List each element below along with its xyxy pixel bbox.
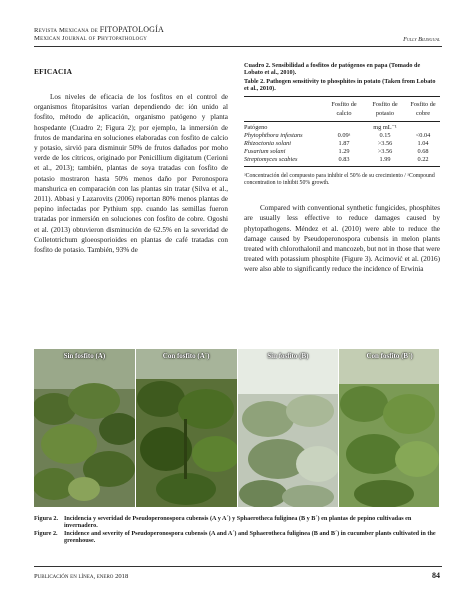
table-header (244, 97, 440, 122)
figure-caption-es-text: Incidencia y severidad de Pseudoperonospora cubensis (A y A´) y Sphaerotheca fuliginea (B y B´) en plantas de pepino cultivadas en invernadero. (64, 515, 412, 530)
value-cobre: 1.04 (417, 140, 429, 148)
page-number: 84 (432, 571, 440, 580)
photo-panel-a-prime (136, 349, 238, 507)
table-row (244, 140, 440, 148)
table-row (244, 132, 440, 140)
left-column (34, 62, 228, 255)
photo-panel-b-prime (339, 349, 440, 507)
photo-panel-b (238, 349, 340, 507)
unit-label: mg mL⁻¹ (373, 124, 397, 132)
pathogen-name: Phytophthora infestans (244, 132, 303, 140)
journal-title-english: Mexican Journal of Phytopathology (34, 35, 148, 42)
table-row (244, 148, 440, 156)
figure-caption-es-key: Figura 2. (34, 515, 59, 522)
figure-caption-es (34, 515, 440, 530)
table-caption-es: Cuadro 2. Sensibilidad a fosfitos de patógenos en papa (Tomado de Lobato et al., 2010). (244, 62, 421, 77)
footer-divider (34, 566, 442, 567)
table-footnote: ᵃConcentración del compuesto para inhibir el 50% de su crecimiento / ᵃCompound concentration to inhibit 50% growth. (244, 173, 435, 187)
value-cobre: 0.68 (417, 148, 429, 156)
value-calcio: 1.87 (338, 140, 350, 148)
figure-caption-en-key: Figure 2. (34, 529, 58, 537)
pathogen-label: Patógeno (244, 124, 268, 132)
figure-caption-en-text: Incidence and severity of Pseudoperonospora cubensis (A and A´) and Sphaerotheca fuliginea (B and B´) in cucumber plants cultivated in the greenhouse. (64, 529, 436, 545)
header-calcio: Fosfito de calcio (331, 101, 357, 118)
photo-label-a: Sin fosfito (A) (63, 352, 106, 360)
header-divider (34, 46, 442, 47)
cucumber-plant-photo-a (34, 349, 136, 507)
table-caption-en: Table 2. Pathogen sensitivity to phosphites in potato (Taken from Lobato et al., 2010). (244, 77, 436, 92)
section-title: EFICACIA (34, 67, 73, 76)
photo-panel-a (34, 349, 136, 507)
pathogen-name: Streptomyces scabies (244, 156, 298, 164)
value-calcio: 0.09ᵃ (337, 132, 351, 140)
header-cobre: Fosfito de cobre (410, 101, 436, 118)
value-potasio: 0.15 (379, 132, 391, 140)
value-potasio: 1.99 (379, 156, 391, 164)
value-calcio: 0.83 (338, 156, 350, 164)
left-paragraph: Los niveles de eficacia de los fosfitos en el control de organismos fitoparásitos varían dependiendo de: ión unido al fosfito, método de aplicación, organismo patógeno y planta hospedante (Cuadro 2; Figura 2); por ejemplo, la inmersión de frutos de mandarina en soluciones elaboradas con fosfito de calcio y potasio, sirvió para disminuir 50% de frutos dañados por moho verde de los cítricos, originado por Penicillium digitatum (Cerioni et al., 2013); también, plantas de soya tratadas con fosfito de potasio mostraron hasta 50% menos daño por Peronospora manshurica en comparación con las plantas sin tratar (Silva et al., 2011). Abbasi y Lazarovits (2006) reportan 80% menos plantas de pepino infectadas por Pythium spp. cuando las semillas fueron tratadas por inmersión en soluciones con fosfito de cobre. Ogoshi et al. (2013) obtuvieron disminución de 62.5% en la severidad de Colletotrichum gloeosporioides en plantas de café tratadas con fosfito de potasio. También, 93% de (34, 93, 228, 255)
pathogen-name: Fusarium solani (244, 148, 286, 156)
table-row (244, 124, 440, 132)
value-calcio: 1.29 (338, 148, 350, 156)
photo-label-b: Sin fosfito (B) (267, 352, 309, 360)
photo-label-a-prime: Con fosfito (A´) (162, 352, 210, 360)
right-paragraph: Compared with conventional synthetic fungicides, phosphites are usually less effective to reduce damages caused by phytopathogens. Méndez et al. (2010) were able to reduce the damage caused by Pseudoperonospora cubensis in melon plants treated with chlorothalonil and mancozeb, but not in those that were treated with potassium phosphite (Figure 3). Acimović et al. (2016) were also able to significantly reduce the incidence of Erwinia (244, 204, 440, 274)
value-cobre: 0.22 (417, 156, 429, 164)
figure-caption-en (34, 530, 440, 545)
header-potasio: Fosfito de potasio (372, 101, 398, 118)
cucumber-plant-photo-b (238, 349, 340, 507)
cucumber-plant-photo-a-prime (136, 349, 238, 507)
figure-caption (34, 515, 440, 545)
bilingual-label: Fully Bilingual (403, 36, 440, 43)
phosphite-table (244, 96, 440, 167)
value-potasio: >3.56 (377, 148, 393, 156)
value-cobre: <0.04 (415, 132, 431, 140)
photo-label-b-prime: Con fosfito (B´) (366, 352, 413, 360)
right-column (244, 62, 440, 275)
cucumber-plant-photo-b-prime (339, 349, 439, 507)
table-row (244, 156, 440, 164)
publication-note: Publicación en línea, enero 2018 (34, 573, 129, 580)
journal-title-name: FITOPATOLOGÍA (99, 25, 164, 34)
journal-title-prefix: Revista Mexicana de (34, 27, 100, 34)
value-potasio: >3.56 (377, 140, 393, 148)
pathogen-name: Rhizoctonia solani (244, 140, 292, 148)
journal-title (34, 26, 164, 43)
figure-photos (34, 349, 440, 507)
